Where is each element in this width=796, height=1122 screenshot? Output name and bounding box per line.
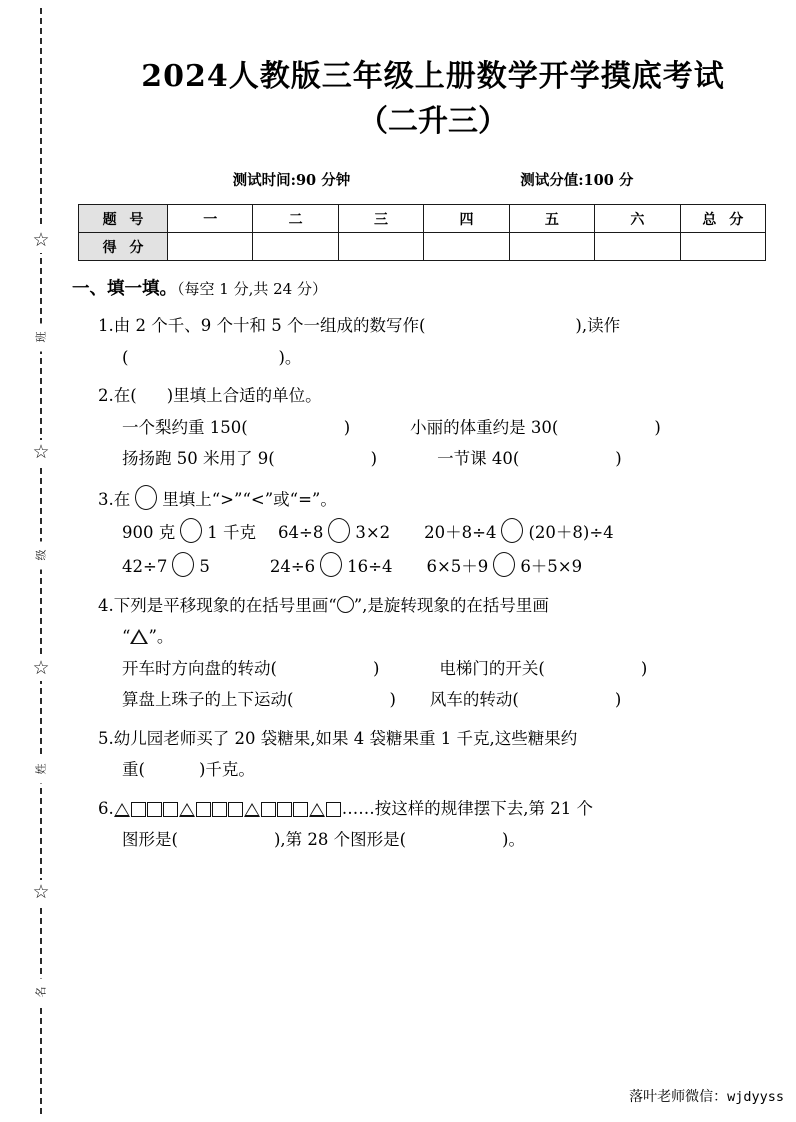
question-6-text-b: ),第 28 个图形是( <box>273 830 407 850</box>
question-3-item-3-answer-circle[interactable] <box>501 518 523 543</box>
question-1-line-1 <box>70 313 796 339</box>
question-4-item-4-text-b: ) <box>614 690 622 710</box>
footer-watermark-wechat-id: wjdyyss <box>727 1089 784 1105</box>
question-6-line-1 <box>70 796 796 822</box>
question-3-text-a: 3.在 <box>98 489 131 509</box>
question-4-text-a: 4.下列是平移现象的在括号里画“ <box>98 595 337 615</box>
question-3-stem <box>70 485 796 513</box>
question-4-item-1-text-b: ) <box>372 658 380 678</box>
question-4-text-c: “ <box>122 627 131 647</box>
score-cell-1[interactable] <box>168 233 253 261</box>
question-4-row-2 <box>70 687 796 713</box>
section-heading-points: （每空 1 分,共 24 分） <box>177 280 327 298</box>
question-number-cell-4: 四 <box>424 205 509 233</box>
question-6-number: 6. <box>98 798 114 818</box>
table-row-question-numbers <box>79 205 766 233</box>
score-cell-3[interactable] <box>338 233 423 261</box>
question-3-row-2 <box>70 552 796 580</box>
question-4-item-3-text-a: 算盘上珠子的上下运动( <box>122 690 294 710</box>
question-2-item-2-text-a: 小丽的体重约是 30( <box>410 417 559 437</box>
section-heading <box>72 275 796 300</box>
footer-watermark-label: 落叶老师微信： <box>629 1089 728 1105</box>
square-shape <box>131 802 146 817</box>
question-3-item-3-right: (20＋8)÷4 <box>528 523 614 543</box>
test-duration: 测试时间:90 分钟 <box>232 172 351 189</box>
exam-page <box>70 0 796 1122</box>
question-4-stem-line-1 <box>70 593 796 619</box>
question-2-item-3-text-a: 扬扬跑 50 米用了 9( <box>122 449 275 469</box>
question-5-text-a: 重( <box>122 760 145 780</box>
question-2-row-1 <box>70 415 796 441</box>
question-3-item-2-left: 64÷8 <box>278 523 324 543</box>
square-shape <box>293 802 308 817</box>
question-1-text-d: )。 <box>278 347 302 367</box>
question-3-row-1 <box>70 518 796 546</box>
question-4-item-2-text-b: ) <box>640 658 648 678</box>
score-cell-2[interactable] <box>253 233 338 261</box>
seal-label-name2: 名 <box>34 979 49 1007</box>
question-4-stem-line-2 <box>70 624 796 650</box>
question-1-text-a: 1.由 2 个千、9 个十和 5 个一组成的数写作( <box>98 316 426 335</box>
question-3-item-4-left: 42÷7 <box>122 556 168 576</box>
question-4-row-1 <box>70 656 796 682</box>
square-shape <box>277 802 292 817</box>
score-cell-5[interactable] <box>509 233 594 261</box>
question-3-item-2-right: 3×2 <box>355 523 391 543</box>
square-shape <box>196 802 211 817</box>
triangle-symbol-icon <box>130 629 148 644</box>
table-row-scores <box>79 233 766 261</box>
question-1-text-c: ( <box>122 347 129 367</box>
seal-label-class: 班 <box>34 324 49 352</box>
square-shape <box>163 802 178 817</box>
question-3-item-4-answer-circle[interactable] <box>172 552 194 577</box>
seal-star-icon: ☆ <box>27 656 55 681</box>
comparison-circle-icon <box>135 485 157 510</box>
question-4-item-1-text-a: 开车时方向盘的转动( <box>122 658 277 678</box>
row-label-score: 得 分 <box>79 233 168 261</box>
exam-meta-row <box>70 169 796 190</box>
question-4-item-3-text-b: ) <box>389 690 396 710</box>
question-6 <box>70 796 796 853</box>
question-5-text-b: )千克。 <box>198 760 255 780</box>
question-2-item-1-text-a: 一个梨约重 150( <box>122 417 248 437</box>
left-margin-seal-strip <box>0 0 70 1122</box>
question-3 <box>70 485 796 580</box>
triangle-shape <box>309 803 325 817</box>
question-3-item-6-right: 6＋5×9 <box>520 556 583 576</box>
square-shape <box>326 802 341 817</box>
question-number-cell-6: 六 <box>595 205 680 233</box>
page-subtitle: （二升三） <box>358 103 508 139</box>
score-cell-4[interactable] <box>424 233 509 261</box>
question-3-item-6-left: 6×5＋9 <box>426 556 489 576</box>
square-shape <box>212 802 227 817</box>
question-3-item-5-left: 24÷6 <box>269 556 316 576</box>
question-2-item-1-text-b: ) <box>343 417 351 437</box>
question-3-item-1-left: 900 克 <box>122 523 176 543</box>
question-4 <box>70 593 796 713</box>
question-3-item-4-right: 5 <box>199 556 210 576</box>
question-number-cell-1: 一 <box>168 205 253 233</box>
question-5 <box>70 726 796 783</box>
question-number-cell-total: 总 分 <box>680 205 765 233</box>
question-2-item-4-text-a: 一节课 40( <box>437 449 520 469</box>
question-6-text-c: )。 <box>502 830 525 850</box>
question-6-text-tail: ……按这样的规律摆下去,第 21 个 <box>341 798 593 818</box>
triangle-shape <box>114 803 130 817</box>
question-3-item-2-answer-circle[interactable] <box>328 518 350 543</box>
circle-symbol-icon <box>337 596 354 613</box>
question-2-item-3-text-b: ) <box>370 449 378 469</box>
question-4-text-b: ”,是旋转现象的在括号里画 <box>353 595 549 615</box>
score-table <box>78 204 766 261</box>
question-4-item-4-text-a: 风车的转动( <box>429 690 519 710</box>
question-6-line-2 <box>70 827 796 853</box>
question-2-row-2 <box>70 446 796 472</box>
question-6-text-a: 图形是( <box>122 830 178 850</box>
seal-star-icon: ☆ <box>27 880 55 905</box>
triangle-shape <box>179 803 195 817</box>
question-1-text-b: ),读作 <box>575 316 621 335</box>
test-total-points: 测试分值:100 分 <box>520 172 634 189</box>
seal-label-grade: 级 <box>34 542 49 570</box>
question-3-item-5-right: 16÷4 <box>347 556 393 576</box>
score-cell-total[interactable] <box>680 233 765 261</box>
triangle-shape <box>244 803 260 817</box>
square-shape <box>228 802 243 817</box>
page-title: 2024人教版三年级上册数学开学摸底考试 <box>141 59 725 94</box>
seal-star-icon: ☆ <box>27 440 55 465</box>
title-block <box>70 0 796 143</box>
question-3-item-1-answer-circle[interactable] <box>180 518 202 543</box>
question-3-item-1-right: 1 千克 <box>207 523 256 543</box>
question-6-shape-sequence <box>114 800 342 818</box>
question-3-item-6-answer-circle[interactable] <box>493 552 515 577</box>
question-2 <box>70 383 796 472</box>
question-4-text-d: ”。 <box>148 627 174 647</box>
seal-star-icon: ☆ <box>27 228 55 253</box>
question-2-item-2-text-b: ) <box>654 417 661 437</box>
question-2-item-4-text-b: ) <box>615 449 622 469</box>
square-shape <box>261 802 276 817</box>
question-2-text-a: 2.在( <box>98 386 137 406</box>
footer-watermark <box>629 1086 784 1106</box>
question-5-line-1: 5.幼儿园老师买了 20 袋糖果,如果 4 袋糖果重 1 千克,这些糖果约 <box>98 728 578 748</box>
question-5-line-2 <box>70 757 796 783</box>
question-1 <box>70 313 796 370</box>
question-4-item-2-text-a: 电梯门的开关( <box>439 658 545 678</box>
seal-label-name1: 姓 <box>34 756 49 784</box>
question-number-cell-5: 五 <box>509 205 594 233</box>
question-1-line-2 <box>70 345 796 371</box>
question-number-cell-2: 二 <box>253 205 338 233</box>
score-table-wrapper <box>78 204 788 261</box>
question-2-text-b: )里填上合适的单位。 <box>166 386 322 406</box>
row-label-question-number: 题 号 <box>79 205 168 233</box>
score-cell-6[interactable] <box>595 233 680 261</box>
question-3-item-5-answer-circle[interactable] <box>320 552 342 577</box>
question-3-item-3-left: 20＋8÷4 <box>424 523 497 543</box>
square-shape <box>147 802 162 817</box>
question-2-stem <box>70 383 796 409</box>
question-number-cell-3: 三 <box>338 205 423 233</box>
section-heading-label: 一、填一填。 <box>72 279 177 299</box>
question-3-text-b: 里填上“>”“<”或“=”。 <box>162 489 337 509</box>
